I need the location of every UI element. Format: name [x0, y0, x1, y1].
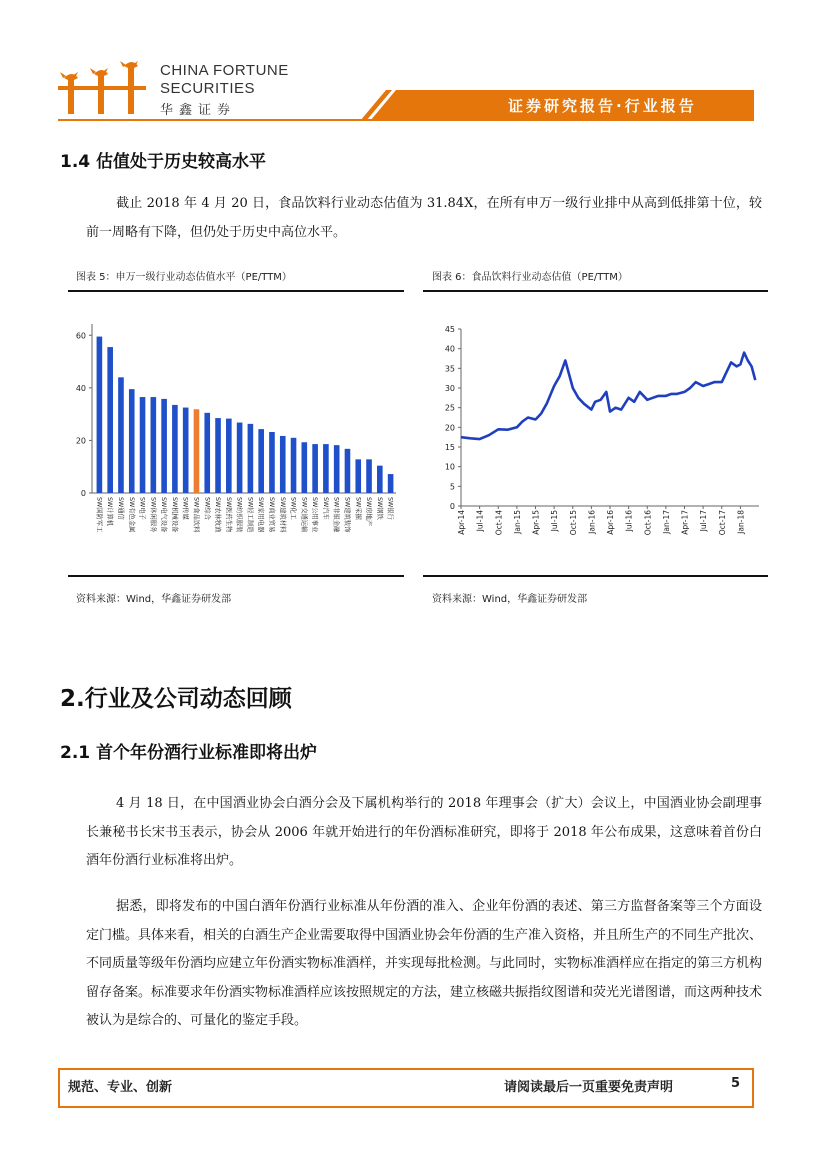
bar — [226, 419, 232, 493]
bar — [334, 445, 340, 493]
bar — [129, 389, 135, 493]
y-tick-label: 40 — [444, 344, 455, 354]
bar — [118, 377, 124, 493]
pe-series-line — [461, 353, 755, 440]
bar — [97, 337, 103, 493]
x-tick-label: Jan-15 — [512, 510, 522, 534]
x-tick-label: Apr-15 — [531, 510, 541, 535]
x-tick-label: SW国防军工 — [95, 497, 103, 533]
x-tick-label: SW纺织服装 — [235, 497, 243, 533]
bar — [345, 449, 351, 493]
page-number: 5 — [731, 1076, 741, 1091]
x-tick-label: SW建筑材料 — [278, 497, 286, 533]
x-tick-label: Oct-17 — [717, 510, 727, 536]
bar — [237, 423, 243, 493]
x-tick-label: SW农林牧渔 — [214, 497, 222, 533]
x-tick-label: SW电气设备 — [160, 497, 168, 533]
x-tick-label: Jan-16 — [587, 510, 597, 534]
y-tick-label: 0 — [80, 489, 86, 498]
x-tick-label: SW交通运输 — [300, 497, 308, 533]
x-tick-label: SW通信 — [116, 497, 124, 520]
x-tick-label: Jul-15 — [550, 510, 560, 532]
brand-name-en-line2: SECURITIES — [160, 80, 256, 97]
y-tick-label: 30 — [444, 384, 455, 393]
y-tick-label: 0 — [449, 502, 455, 511]
bar — [140, 397, 146, 493]
x-tick-label: SW传媒 — [181, 497, 189, 520]
company-logo — [58, 58, 148, 116]
bar — [377, 466, 383, 493]
x-tick-label: Jul-17 — [699, 510, 709, 532]
paragraph-valuation — [86, 190, 762, 247]
y-tick-label: 40 — [75, 383, 86, 393]
bar — [323, 444, 329, 493]
x-tick-label: Oct-14 — [494, 510, 504, 536]
bar — [366, 459, 372, 493]
bar — [151, 397, 157, 493]
paragraph-2-1-a — [86, 790, 762, 876]
y-tick-label: 20 — [75, 436, 86, 446]
y-tick-label: 25 — [444, 403, 455, 413]
x-tick-label: SW医药生物 — [224, 497, 232, 533]
figure6-line-chart — [423, 296, 768, 574]
x-tick-label: Apr-17 — [680, 510, 690, 535]
figure5-caption: 图表 5：申万一级行业动态估值水平（PE/TTM） — [76, 272, 292, 283]
bar — [355, 459, 361, 493]
x-tick-label: SW公用事业 — [311, 497, 319, 533]
x-tick-label: SW建筑装饰 — [343, 497, 351, 533]
figure6-bottom-rule — [423, 575, 768, 577]
bar — [172, 405, 178, 493]
header-rule — [58, 119, 754, 121]
y-tick-label: 60 — [75, 331, 86, 341]
x-tick-label: SW汽车 — [321, 497, 329, 520]
brand-name-cn: 华鑫证券 — [160, 103, 237, 118]
report-type: 证券研究报告·行业报告 — [508, 97, 697, 115]
bar — [215, 418, 221, 493]
x-tick-label: Apr-16 — [606, 510, 615, 535]
x-tick-label: SW家用电器 — [257, 497, 265, 533]
bar — [388, 474, 394, 493]
y-tick-label: 45 — [444, 325, 455, 334]
figure6-caption: 图表 6：食品饮料行业动态估值（PE/TTM） — [432, 272, 628, 283]
x-tick-label: Oct-15 — [568, 510, 578, 536]
bar — [258, 429, 264, 493]
x-tick-label: Oct-16 — [643, 510, 653, 536]
bar — [302, 442, 308, 493]
paragraph-valuation-text: 截止 2018 年 4 月 20 日，食品饮料行业动态估值为 31.84X，在所有申万一级行业排中从高到低排第十位，较前一周略有下降，但仍处于历史中高位水平。 — [86, 196, 762, 240]
bar — [194, 409, 200, 493]
figure6-source: 资料来源：Wind，华鑫证券研发部 — [432, 594, 588, 605]
x-tick-label: SW非银金融 — [332, 497, 340, 533]
bar — [291, 438, 297, 493]
x-tick-label: SW电子 — [138, 497, 146, 520]
footer-slogan: 规范、专业、创新 — [68, 1080, 173, 1095]
figure5-source: 资料来源：Wind，华鑫证券研发部 — [76, 594, 232, 605]
x-tick-label: SW休闲服务 — [149, 497, 157, 533]
paragraph-2-1-b-text: 据悉，即将发布的中国白酒年份酒行业标准从年份酒的准入、企业年份酒的表述、第三方监督备案等三个方面设定门槛。具体来看，相关的白酒生产企业需要取得中国酒业协会年份酒的生产准入资格，并且所生产的不同生产批次、不同质量等级年份酒均应建立年份酒实物标准酒样，并实现每批检测。与此同时，实物标准酒样应在指定的第三方机构留存备案。标准要求年份酒实物标准酒样应该按照规定的方法，建立核磁共振指纹图谱和荧光光谱图谱，而这两种技术被认为是综合的、可量化的鉴定手段。 — [86, 899, 763, 1028]
brand-name-en-line1: CHINA FORTUNE — [160, 62, 289, 79]
x-tick-label: SW综合 — [203, 497, 211, 520]
x-tick-label: SW银行 — [386, 497, 394, 520]
x-tick-label: Jul-16 — [624, 510, 634, 532]
y-tick-label: 5 — [449, 482, 455, 492]
figure6-top-rule — [423, 290, 768, 292]
x-tick-label: SW化工 — [289, 497, 297, 520]
footer-disclaimer-link[interactable]: 请阅读最后一页重要免责声明 — [504, 1080, 674, 1095]
x-tick-label: SW有色金属 — [127, 497, 135, 533]
figure5-top-rule — [68, 290, 404, 292]
y-tick-label: 10 — [444, 462, 455, 472]
x-tick-label: SW机械设备 — [170, 497, 178, 533]
x-tick-label: Jul-14 — [475, 510, 485, 532]
y-tick-label: 35 — [444, 364, 455, 374]
paragraph-2-1-a-text: 4 月 18 日，在中国酒业协会白酒分会及下属机构举行的 2018 年理事会（扩大）会议上，中国酒业协会副理事长兼秘书长宋书玉表示，协会从 2006 年就开始进行的年份酒标准研究，即将于 2018 年公布成果，这意味着首份白酒年份酒行业标准将出炉。 — [86, 796, 762, 868]
x-tick-label: SW房地产 — [365, 497, 373, 527]
x-tick-label: Jan-17 — [661, 510, 671, 534]
x-tick-label: SW钢铁 — [375, 497, 383, 520]
figure5-bottom-rule — [68, 575, 404, 577]
x-tick-label: SW食品饮料 — [192, 497, 200, 533]
section-heading-2-1: 2.1 首个年份酒行业标准即将出炉 — [60, 743, 318, 763]
section-heading-2: 2.行业及公司动态回顾 — [60, 686, 292, 712]
x-tick-label: SW计算机 — [106, 497, 114, 527]
bar — [248, 424, 254, 493]
x-tick-label: SW轻工制造 — [246, 497, 254, 533]
x-tick-label: Jan-18 — [736, 510, 746, 534]
bar — [183, 408, 189, 493]
bar — [161, 399, 167, 493]
bar — [107, 347, 113, 493]
y-tick-label: 20 — [444, 423, 455, 433]
bar — [280, 436, 286, 493]
bar — [312, 444, 318, 493]
x-tick-label: SW商业贸易 — [267, 497, 275, 533]
y-tick-label: 15 — [444, 443, 455, 452]
figure5-bar-chart — [68, 296, 404, 574]
bar — [269, 432, 275, 493]
x-tick-label: SW采掘 — [354, 497, 362, 520]
section-heading-1-4: 1.4 估值处于历史较高水平 — [60, 152, 267, 172]
x-tick-label: Apr-14 — [457, 510, 466, 535]
bar — [204, 413, 210, 493]
paragraph-2-1-b — [86, 893, 762, 1036]
